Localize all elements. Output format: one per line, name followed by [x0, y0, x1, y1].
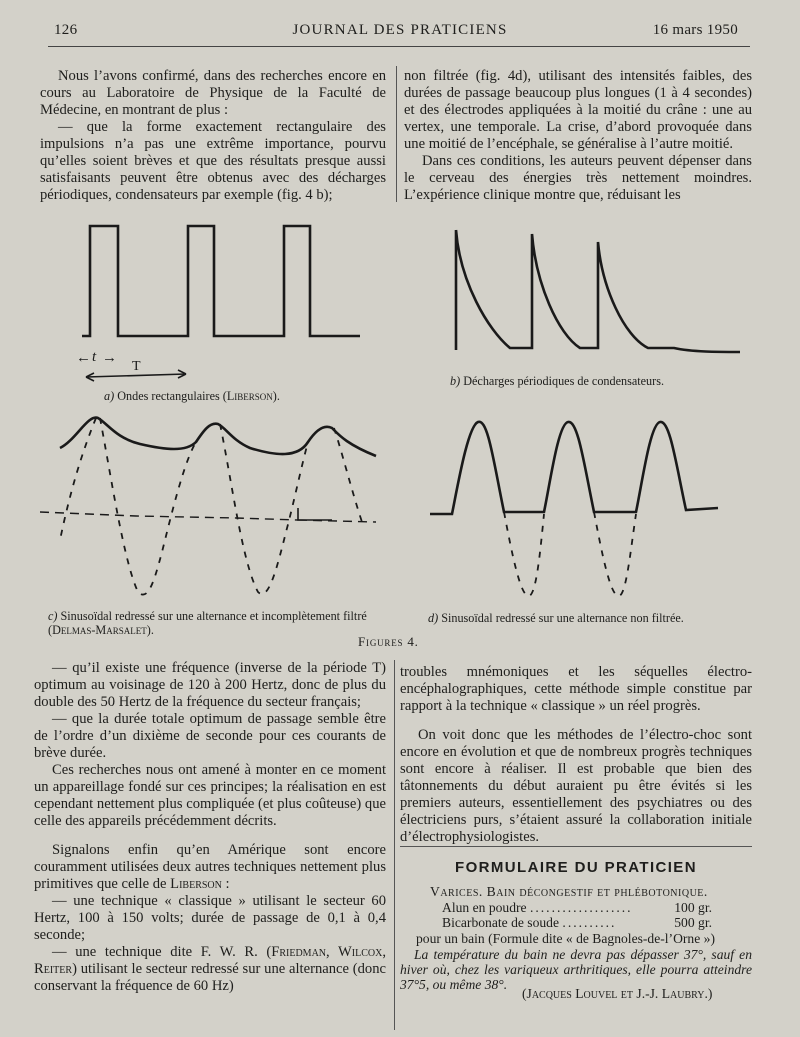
- formulaire-rule: [400, 846, 752, 847]
- figure-b-condenser-discharges: [448, 222, 748, 362]
- page-number: 126: [54, 22, 78, 38]
- t-label: t: [92, 349, 97, 365]
- bottom-left-column: [34, 660, 386, 995]
- column-divider: [396, 66, 397, 202]
- paragraph: Ces recherches nous ont amené à monter en ce moment un appareillage fondé sur ces principes; la réalisation en est cependant nettement plus compliquée (et plus coûteuse) que celle des appareils précédemment décrits.: [34, 762, 386, 829]
- formulaire-heading: Varices. Bain décongestif et phlébotonique.: [430, 884, 708, 899]
- T-arrow-line: [86, 374, 186, 377]
- rectangular-wave-trace: [82, 226, 360, 336]
- top-right-column: [404, 68, 752, 204]
- t-arrow-left: ←: [76, 350, 91, 366]
- paragraph: — que la durée totale optimum de passage semble être de l’ordre d’un dixième de seconde pour ces courants de brève durée.: [34, 711, 386, 761]
- figure-d-unfiltered: [424, 414, 734, 604]
- ingredient-row: Alun en poudre ................... 100 gr.: [442, 900, 712, 915]
- ingredient-qty: 500 gr.: [674, 915, 712, 930]
- formulaire-title: FORMULAIRE DU PRATICIEN: [455, 859, 697, 876]
- figure-letter: b): [450, 374, 461, 388]
- journal-title: JOURNAL DES PRATICIENS: [292, 22, 508, 38]
- paragraph: Nous l’avons confirmé, dans des recherches encore en cours au Laboratoire de Physique de la Faculté de Médecine, en montrant de plus :: [40, 68, 386, 118]
- paragraph: Dans ces conditions, les auteurs peuvent dépenser dans le cerveau des énergies très nettement moindres. L’expérience clinique montre que, réduisant les: [404, 153, 752, 203]
- figure-d-caption: d) Sinusoïdal redressé sur une alternance non filtrée.: [428, 611, 684, 625]
- figure-a-rectangular-waves: [60, 212, 380, 392]
- paragraph: troubles mnémoniques et les séquelles électro-encéphalographiques, cette méthode simple constitue par rapport à la technique « classique » un réel progrès.: [400, 664, 752, 714]
- paragraph: Signalons enfin qu’en Amérique sont encore couramment utilisées deux autres techniques nettement plus primitives que celle de Liberson :: [34, 842, 386, 892]
- figure-c-partially-filtered: [36, 412, 386, 602]
- filtered-wave-trace: [60, 418, 376, 456]
- paragraph: non filtrée (fig. 4d), utilisant des intensités faibles, des durées de passage beaucoup plus longues (1 à 4 secondes) et des électrodes appliquées à la moitié du crâne : une au vertex, une temporale. La crise, d’abord provoquée dans une moitié de l’encéphale, se généralise à l’autre moitié.: [404, 68, 752, 152]
- paragraph: — qu’il existe une fréquence (inverse de la période T) optimum au voisinage de 120 à 200 Hertz, donc de plus du double des 50 Hertz de la fréquence du secteur français;: [34, 660, 386, 710]
- figures-caption: Figures 4.: [358, 634, 419, 649]
- t-arrow-right: →: [102, 350, 117, 366]
- figure-c-caption: c) Sinusoïdal redressé sur une alternance et incomplètement filtré (Delmas-Marsalet).: [48, 609, 367, 637]
- negative-half-dashed: [504, 512, 636, 596]
- baseline-step: [298, 508, 332, 520]
- paragraph: On voit donc que les méthodes de l’électro-choc sont encore en évolution et que de nombreux progrès techniques sont encore à réaliser. Il est probable que bien des tâtonnements du début auraient pu être évités si les premiers auteurs, essentiellement des psychiatres ou des électriciens purs, s’étaient assuré la collaboration initiale d’électrophysiologistes.: [400, 727, 752, 845]
- formulaire-note: La température du bain ne devra pas dépasser 37°, sauf en hiver où, chez les variqueux arthritiques, elle pourra atteindre 37°5, ou même 38°.: [400, 947, 752, 992]
- top-left-column: [40, 68, 386, 204]
- formulaire-signature: (Jacques Louvel et J.-J. Laubry.): [522, 986, 713, 1001]
- bottom-right-column: [400, 664, 752, 846]
- ingredient-name: Bicarbonate de soude: [442, 915, 560, 930]
- ingredient-row: Bicarbonate de soude .......... 500 gr.: [442, 915, 712, 930]
- figure-b-caption: b) Décharges périodiques de condensateurs.: [450, 374, 664, 388]
- figure-a-caption: a) Ondes rectangulaires (Liberson).: [104, 389, 280, 403]
- figure-letter: a): [104, 389, 115, 403]
- paragraph: — une technique « classique » utilisant le secteur 60 Hertz, 100 à 150 volts; durée de passage de 0,1 à 0,4 seconde;: [34, 893, 386, 943]
- paragraph: — une technique dite F. W. R. (Friedman, Wilcox, Reiter) utilisant le secteur redressé sur une alternance (donc conservant la fréquence de 60 Hz): [34, 944, 386, 994]
- column-divider: [394, 660, 395, 1030]
- figure-letter: d): [428, 611, 439, 625]
- sinusoid-dashed-trace: [60, 418, 362, 595]
- page-header: [40, 22, 760, 46]
- paragraph: — que la forme exactement rectangulaire des impulsions n’a pas une extrême importance, pourvu qu’elles soient brèves et que des résultats presque aussi satisfaisants peuvent être obtenus avec des décharges périodiques, condensateurs par exemple (fig. 4 b);: [40, 119, 386, 203]
- rectified-wave-trace: [430, 422, 718, 514]
- header-rule: [48, 46, 750, 47]
- ingredient-qty: 100 gr.: [674, 900, 712, 915]
- ingredient-name: Alun en poudre: [442, 900, 527, 915]
- figure-letter: c): [48, 609, 58, 623]
- discharge-wave-trace: [456, 230, 740, 352]
- T-label: T: [132, 359, 141, 374]
- formulaire-instruction: pour un bain (Formule dite « de Bagnoles-de-l’Orne »): [416, 931, 715, 946]
- issue-date: 16 mars 1950: [652, 22, 738, 38]
